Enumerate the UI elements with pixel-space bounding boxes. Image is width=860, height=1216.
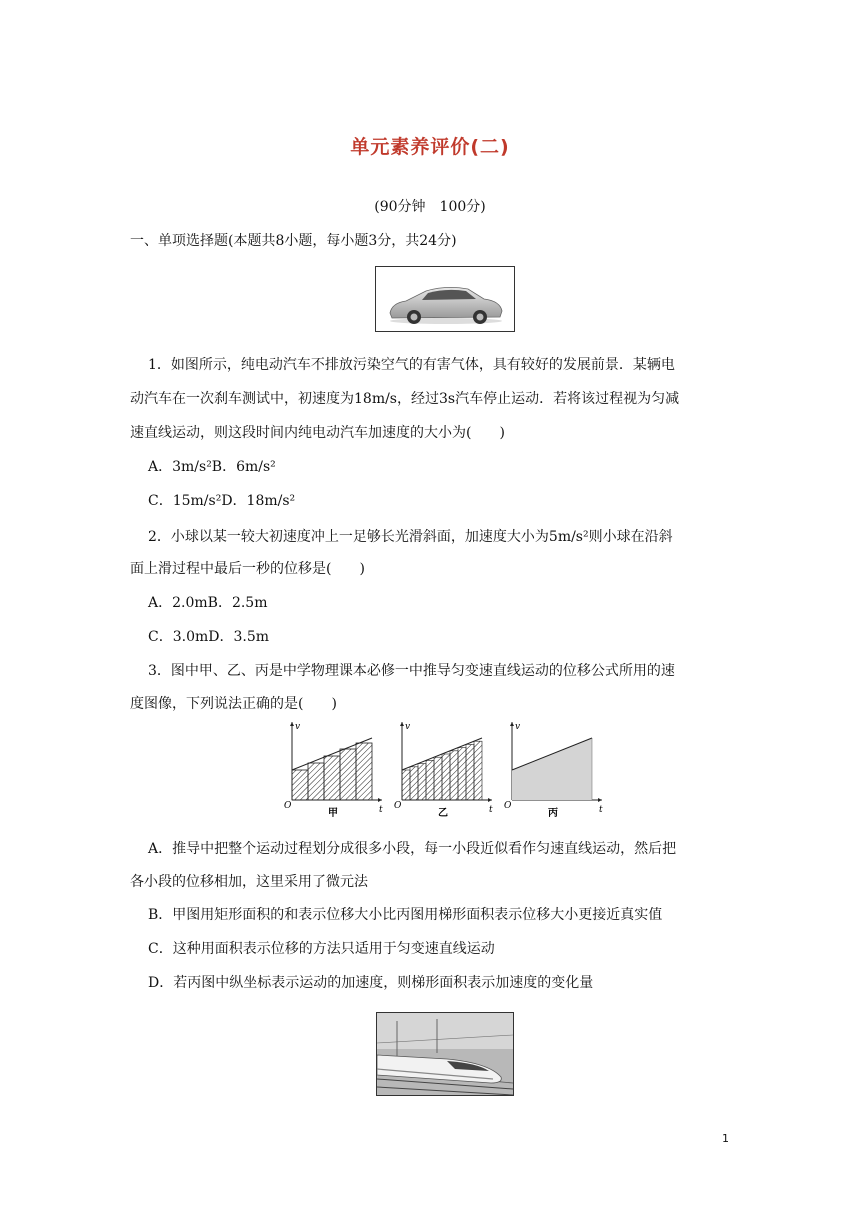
q3-line-2: 度图像，下列说法正确的是( ) (130, 696, 337, 712)
graph-jia-y-axis-label: v (295, 722, 301, 732)
car-drawing (376, 267, 514, 331)
graph-yi-bar (434, 757, 442, 800)
graph-jia (282, 716, 390, 820)
graph-yi-origin: O (394, 801, 402, 811)
q1-options-ab: A．3m/s²B．6m/s² (148, 459, 276, 475)
q3-option-d: D．若丙图中纵坐标表示运动的加速度，则梯形面积表示加速度的变化量 (148, 975, 594, 991)
q3-option-b: B．甲图用矩形面积的和表示位移大小比丙图用梯形面积表示位移大小更接近真实值 (148, 907, 663, 923)
graph-yi-y-axis-label: v (405, 722, 411, 732)
q3-option-c: C．这种用面积表示位移的方法只适用于匀变速直线运动 (148, 941, 495, 957)
q3-line-1: 3．图中甲、乙、丙是中学物理课本必修一中推导匀变速直线运动的位移公式所用的速 (148, 663, 675, 679)
q1-line-1: 1．如图所示，纯电动汽车不排放污染空气的有害气体，具有较好的发展前景．某辆电 (148, 357, 675, 373)
car-image (375, 266, 515, 332)
graph-yi-bar (458, 748, 466, 800)
q3-option-a-line-1: A．推导中把整个运动过程划分成很多小段，每一小段近似看作匀速直线运动，然后把 (148, 841, 677, 857)
graph-yi-x-axis-label: t (489, 805, 493, 815)
q3-option-a-line-2: 各小段的位移相加，这里采用了微元法 (130, 874, 368, 890)
trapezoid-area (512, 738, 592, 800)
train-image (376, 1012, 514, 1096)
graph-yi-bar (442, 754, 450, 800)
q2-options-ab: A．2.0mB．2.5m (148, 595, 268, 611)
graph-bing-y-axis-label: v (515, 722, 521, 732)
graph-yi (392, 716, 500, 820)
graph-bing-x-axis-label: t (599, 805, 603, 815)
graph-bing-label: 丙 (548, 808, 558, 819)
section-heading: 一、单项选择题(本题共8小题，每小题3分，共24分) (130, 233, 457, 249)
graph-yi-label: 乙 (438, 808, 448, 819)
q1-line-3: 速直线运动，则这段时间内纯电动汽车加速度的大小为( ) (130, 425, 505, 441)
graph-yi-bar (402, 770, 410, 800)
graph-yi-bar (426, 760, 434, 800)
q1-line-2: 动汽车在一次刹车测试中，初速度为18m/s，经过3s汽车停止运动．若将该过程视为匀减 (130, 391, 680, 407)
q2-options-cd: C．3.0mD．3.5m (148, 629, 270, 645)
graph-yi-bar (450, 751, 458, 800)
page-title: 单元素养评价(二) (350, 136, 510, 158)
graph-bing (502, 716, 610, 820)
q1-options-cd: C．15m/s²D．18m/s² (148, 493, 296, 509)
graph-bing-origin: O (504, 801, 512, 811)
graph-jia-x-axis-label: t (379, 805, 383, 815)
graph-yi-bar (474, 741, 482, 800)
page-number: 1 (722, 1132, 729, 1145)
train-drawing (377, 1013, 513, 1095)
exam-duration-score: (90分钟 100分) (374, 199, 486, 215)
q2-line-1: 2．小球以某一较大初速度冲上一足够长光滑斜面，加速度大小为5m/s²则小球在沿斜 (148, 529, 673, 545)
graph-jia-origin: O (284, 801, 292, 811)
graph-jia-label: 甲 (328, 808, 338, 819)
graph-yi-bar (410, 767, 418, 800)
graph-yi-bar (466, 744, 474, 800)
graph-yi-bar (418, 764, 426, 800)
q2-line-2: 面上滑过程中最后一秒的位移是( ) (130, 561, 365, 577)
